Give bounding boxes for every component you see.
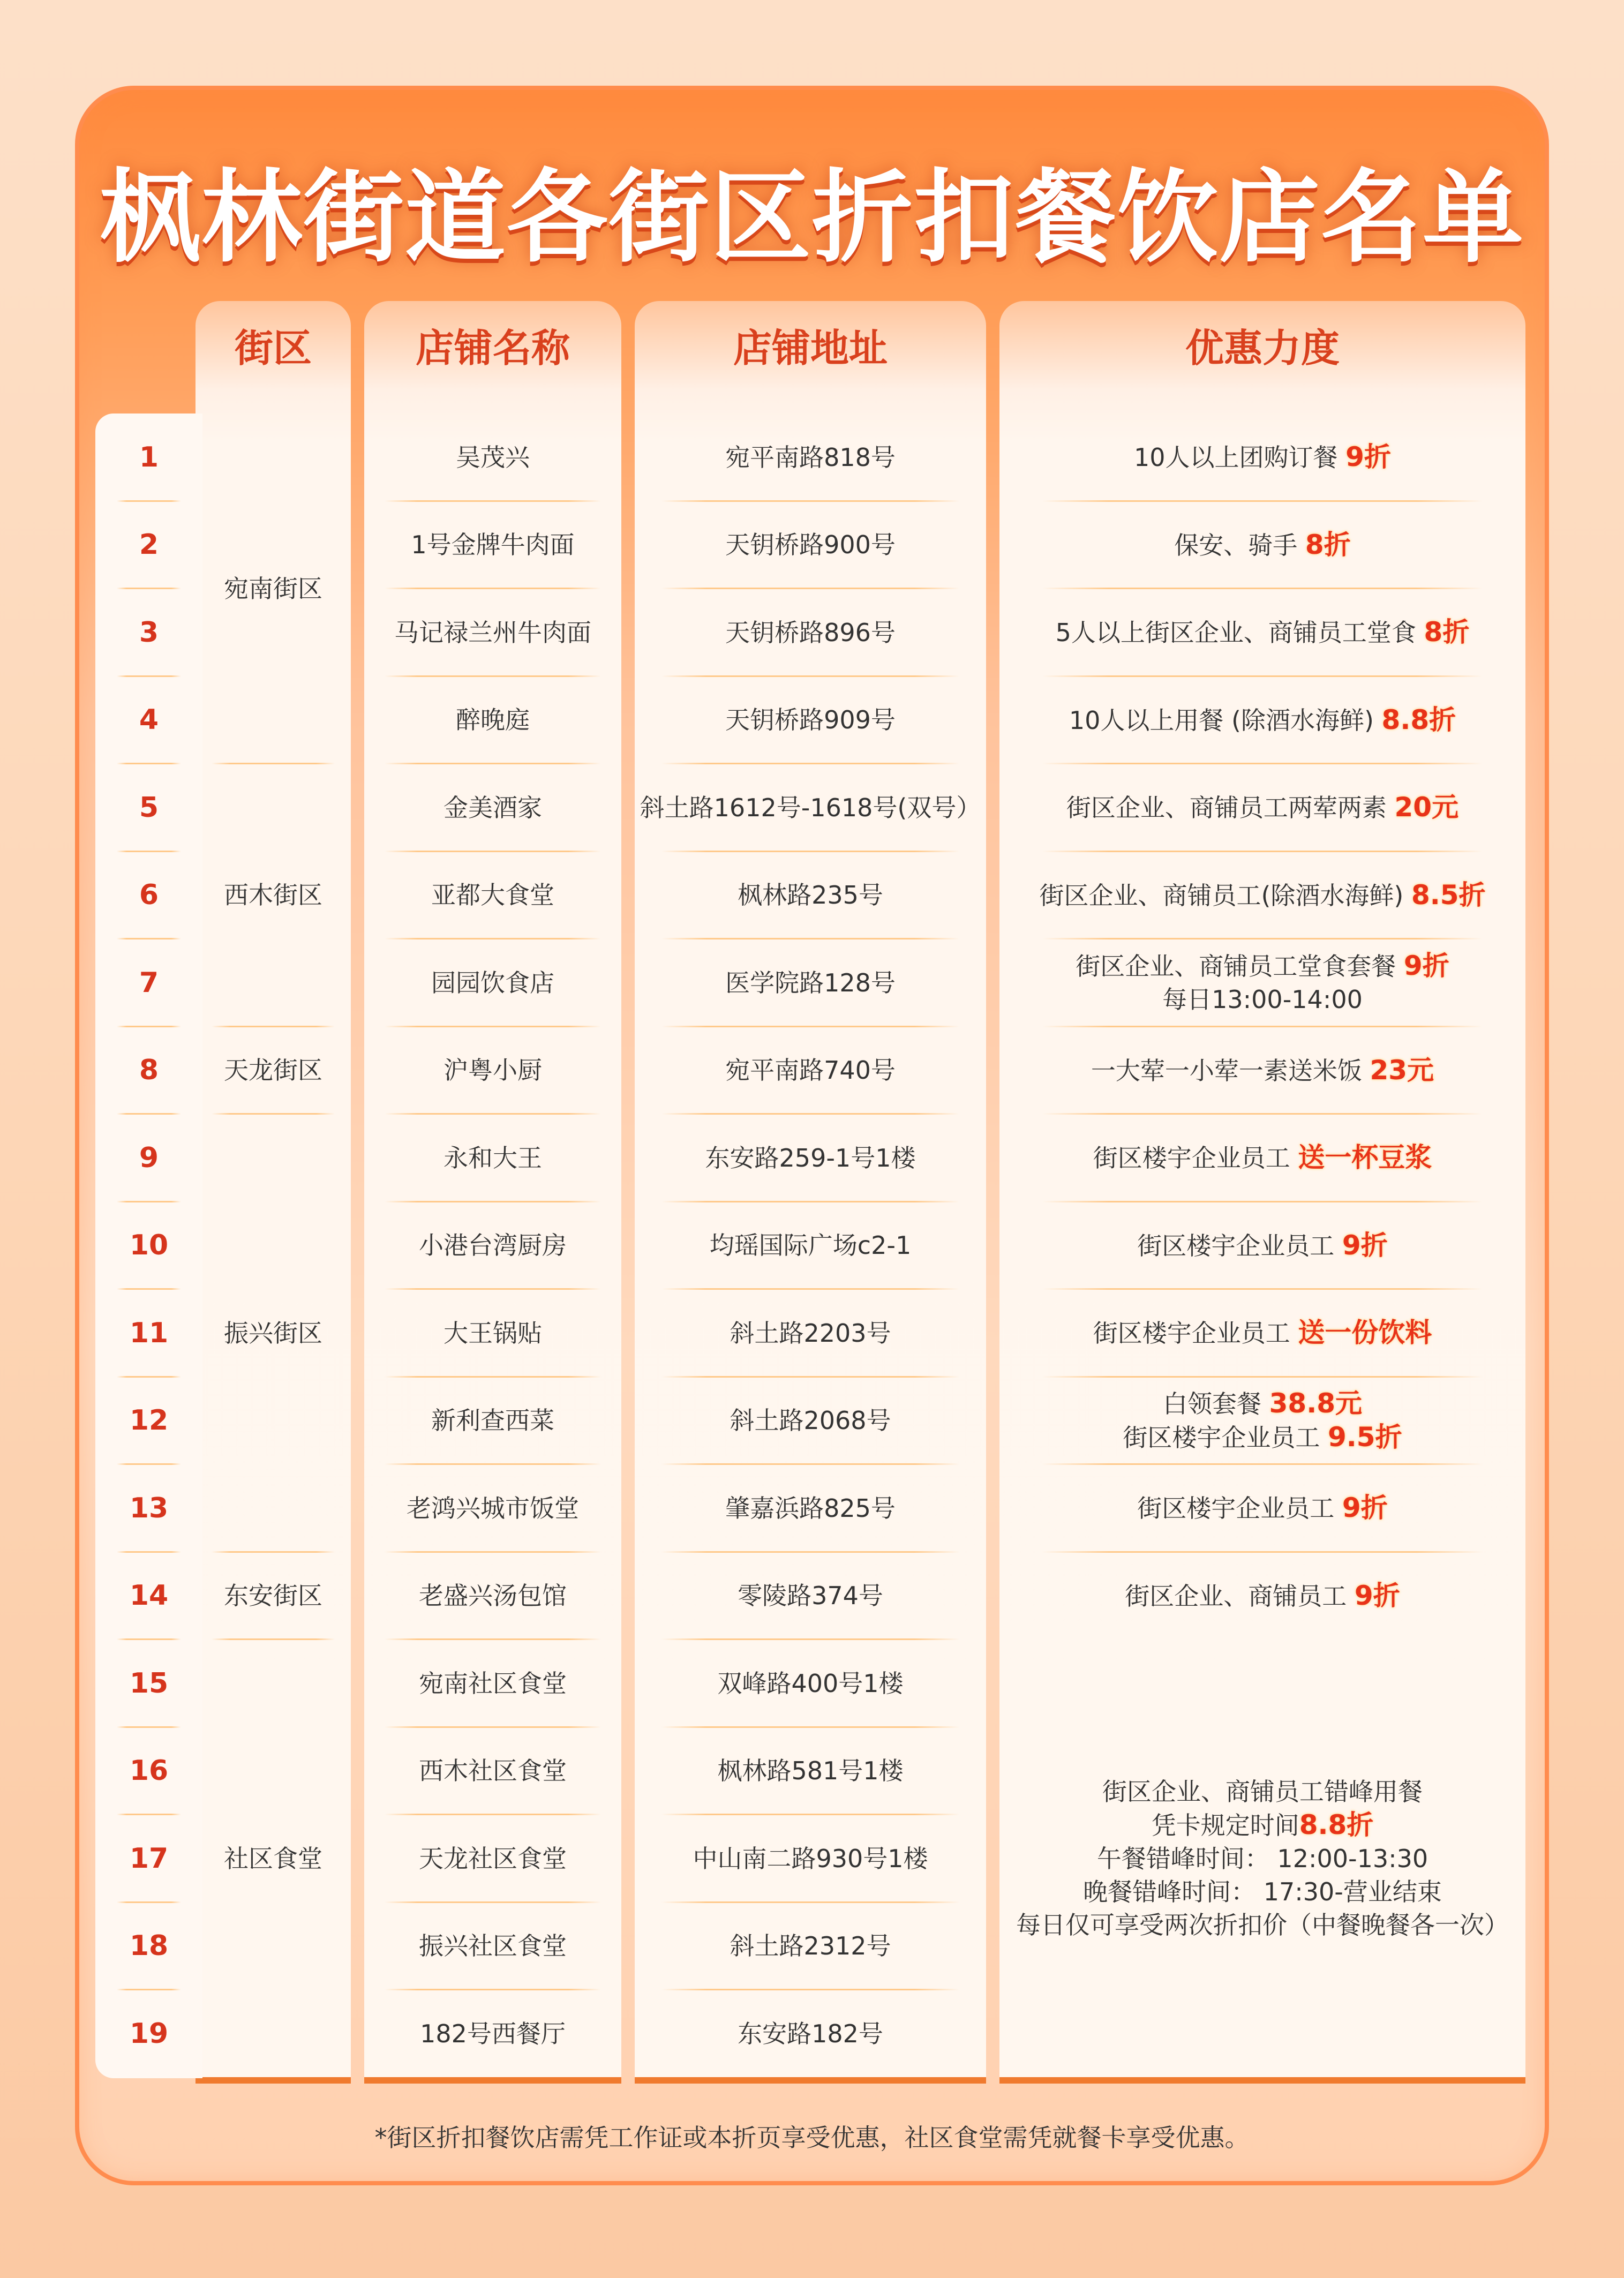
discount-line [1056, 615, 1470, 649]
shop-address: 天钥桥路896号 [725, 618, 896, 647]
shop-name: 振兴社区食堂 [419, 1931, 567, 1961]
discount-highlight: 38.8元 [1269, 1388, 1362, 1419]
shop-discount [999, 501, 1525, 589]
canteen-discount [999, 1640, 1525, 2078]
row-number: 7 [139, 966, 159, 999]
poster-title: 枫林街道各街区折扣餐饮店名单 [100, 159, 1524, 276]
discount-text: 每日仅可享受两次折扣价（中餐晚餐各一次） [1016, 1911, 1509, 1940]
discount-highlight: 8.5折 [1411, 879, 1486, 911]
shop-discount [999, 414, 1525, 501]
discount-highlight: 9.5折 [1328, 1422, 1402, 1453]
row-number: 3 [139, 616, 159, 649]
shop-discount [999, 1289, 1525, 1377]
shop-address: 东安路182号 [738, 2019, 883, 2048]
shop-address: 双峰路400号1楼 [717, 1668, 904, 1698]
shop-address: 宛平南路818号 [725, 442, 896, 472]
shop-name: 沪粤小厨 [443, 1056, 542, 1085]
discount-text: 街区企业、商铺员工错峰用餐 [1102, 1777, 1423, 1807]
discount-text: 凭卡规定时间 [1151, 1811, 1299, 1840]
shop-discount [999, 1464, 1525, 1552]
discount-line [1137, 1491, 1387, 1525]
shop-address: 斜土路2203号 [730, 1318, 891, 1348]
shop-discount [999, 589, 1525, 676]
discount-text: 5人以上街区企业、商铺员工堂食 [1055, 618, 1424, 648]
discount-line [1174, 528, 1350, 562]
header-name: 店铺名称 [415, 326, 570, 371]
discount-line [1163, 1387, 1362, 1420]
discount-highlight: 20元 [1394, 792, 1459, 823]
discount-line [1102, 1775, 1423, 1808]
district-name: 天龙街区 [224, 1056, 322, 1085]
discount-line [1091, 1054, 1434, 1087]
shop-name: 天龙社区食堂 [419, 1844, 567, 1873]
row-number: 6 [139, 879, 159, 912]
discount-highlight: 8.8折 [1381, 704, 1456, 735]
shop-address: 斜土路2312号 [730, 1931, 891, 1961]
shop-address: 天钥桥路909号 [725, 705, 896, 735]
discount-text: 街区企业、商铺员工 [1125, 1581, 1355, 1611]
row-number: 10 [129, 1229, 169, 1262]
district-name: 东安街区 [224, 1581, 322, 1611]
shop-name: 老盛兴汤包馆 [419, 1581, 567, 1611]
shop-address: 天钥桥路900号 [725, 530, 896, 560]
row-number: 11 [129, 1317, 169, 1349]
discount-line [1039, 878, 1485, 912]
discount-highlight: 23元 [1370, 1054, 1434, 1086]
discount-line [1162, 983, 1363, 1016]
shop-name: 1号金牌牛肉面 [411, 530, 575, 560]
discount-text: 街区楼宇企业员工 [1093, 1319, 1298, 1348]
discount-line [1083, 1875, 1442, 1908]
discount-text: 街区楼宇企业员工 [1137, 1494, 1342, 1523]
discount-line [1076, 949, 1449, 983]
shop-address: 斜土路2068号 [730, 1406, 891, 1435]
district-name: 振兴街区 [224, 1318, 322, 1348]
shop-name: 新利查西菜 [431, 1406, 554, 1435]
district-name: 西木街区 [224, 881, 322, 910]
discount-line [1134, 440, 1391, 474]
district-name: 宛南街区 [224, 574, 322, 603]
discount-line [1152, 1808, 1374, 1842]
discount-line [1097, 1842, 1428, 1875]
discount-highlight: 送一杯豆浆 [1298, 1142, 1432, 1174]
discount-line [1069, 703, 1456, 737]
discount-text: 一大荤一小荤一素送米饭 [1091, 1056, 1370, 1085]
discount-line [1093, 1141, 1432, 1175]
row-number: 13 [129, 1492, 169, 1524]
row-number: 8 [139, 1054, 159, 1087]
shop-name: 永和大王 [443, 1143, 542, 1172]
discount-highlight: 8.8折 [1299, 1809, 1374, 1841]
discount-highlight: 9折 [1345, 441, 1391, 473]
shop-discount [999, 939, 1525, 1027]
discount-highlight: 8折 [1305, 529, 1351, 560]
shop-discount [999, 852, 1525, 939]
row-number: 16 [129, 1755, 169, 1787]
shop-name: 醉晚庭 [456, 705, 530, 735]
row-number: 19 [129, 2017, 169, 2050]
row-number: 14 [129, 1580, 169, 1612]
row-number: 12 [129, 1404, 169, 1437]
discount-highlight: 9折 [1342, 1229, 1388, 1261]
shop-discount [999, 1202, 1525, 1290]
discount-text: 晚餐错峰时间： 17:30-营业结束 [1083, 1877, 1442, 1907]
discount-highlight: 送一份饮料 [1298, 1317, 1432, 1349]
discount-line [1016, 1908, 1509, 1942]
shop-name: 园园饮食店 [431, 968, 554, 997]
shop-address: 东安路259-1号1楼 [705, 1143, 916, 1172]
discount-text: 10人以上用餐 (除酒水海鲜) [1069, 705, 1382, 735]
district-name: 社区食堂 [224, 1844, 322, 1873]
discount-text: 街区楼宇企业员工 [1093, 1144, 1298, 1173]
shop-address: 斜土路1612号-1618号(双号） [640, 793, 981, 822]
shop-address: 医学院路128号 [725, 968, 896, 997]
shop-name: 大王锅贴 [443, 1318, 542, 1348]
discount-text: 街区企业、商铺员工(除酒水海鲜) [1039, 881, 1411, 910]
shop-discount [999, 1377, 1525, 1465]
shop-address: 均瑶国际广场c2-1 [709, 1231, 912, 1260]
shop-name: 亚都大食堂 [431, 881, 554, 910]
discount-text: 午餐错峰时间： 12:00-13:30 [1096, 1844, 1428, 1874]
discount-text: 街区楼宇企业员工 [1137, 1231, 1342, 1260]
shop-address: 枫林路581号1楼 [717, 1756, 904, 1786]
discount-text: 保安、骑手 [1174, 530, 1305, 560]
header-discount: 优惠力度 [1185, 326, 1340, 371]
discount-text: 10人以上团购订餐 [1134, 443, 1346, 472]
discount-line [1137, 1229, 1387, 1262]
shop-name: 马记禄兰州牛肉面 [394, 618, 591, 647]
shop-address: 肇嘉浜路825号 [725, 1493, 896, 1523]
discount-line [1123, 1420, 1402, 1454]
shop-name: 宛南社区食堂 [419, 1668, 567, 1698]
footnote: *街区折扣餐饮店需凭工作证或本折页享受优惠，社区食堂需凭就餐卡享受优惠。 [374, 2123, 1250, 2152]
row-number: 17 [129, 1842, 169, 1875]
discount-line [1093, 1316, 1432, 1350]
discount-line [1066, 791, 1458, 824]
discount-text: 街区企业、商铺员工两荤两素 [1066, 793, 1395, 823]
shop-address: 零陵路374号 [738, 1581, 883, 1611]
shop-name: 小港台湾厨房 [419, 1231, 567, 1260]
header-district: 街区 [234, 326, 312, 371]
shop-discount [999, 764, 1525, 852]
discount-highlight: 9折 [1342, 1492, 1388, 1524]
row-number: 18 [129, 1930, 169, 1963]
row-number: 15 [129, 1667, 169, 1700]
shop-address: 枫林路235号 [738, 881, 883, 910]
shop-discount [999, 1027, 1525, 1115]
discount-highlight: 9折 [1354, 1580, 1400, 1611]
shop-name: 西木社区食堂 [419, 1756, 567, 1786]
shop-name: 吴茂兴 [456, 442, 530, 472]
header-address: 店铺地址 [733, 326, 888, 371]
shop-address: 中山南二路930号1楼 [693, 1844, 928, 1873]
row-number: 2 [139, 529, 159, 561]
discount-highlight: 8折 [1424, 617, 1470, 648]
shop-discount [999, 1114, 1525, 1202]
discount-highlight: 9折 [1403, 950, 1449, 982]
row-number: 5 [139, 791, 159, 824]
row-number: 1 [139, 441, 159, 473]
shop-name: 金美酒家 [443, 793, 542, 822]
discount-text: 街区楼宇企业员工 [1123, 1423, 1328, 1453]
discount-line [1125, 1579, 1400, 1613]
discount-text: 街区企业、商铺员工堂食套餐 [1076, 952, 1404, 981]
shop-name: 182号西餐厅 [420, 2019, 566, 2048]
shop-discount [999, 1552, 1525, 1640]
discount-text: 每日13:00-14:00 [1162, 985, 1363, 1014]
row-number: 9 [139, 1141, 159, 1174]
row-number: 4 [139, 704, 159, 736]
shop-address: 宛平南路740号 [725, 1056, 896, 1085]
shop-discount [999, 676, 1525, 764]
shop-name: 老鸿兴城市饭堂 [407, 1493, 579, 1523]
discount-text: 白领套餐 [1163, 1389, 1269, 1419]
